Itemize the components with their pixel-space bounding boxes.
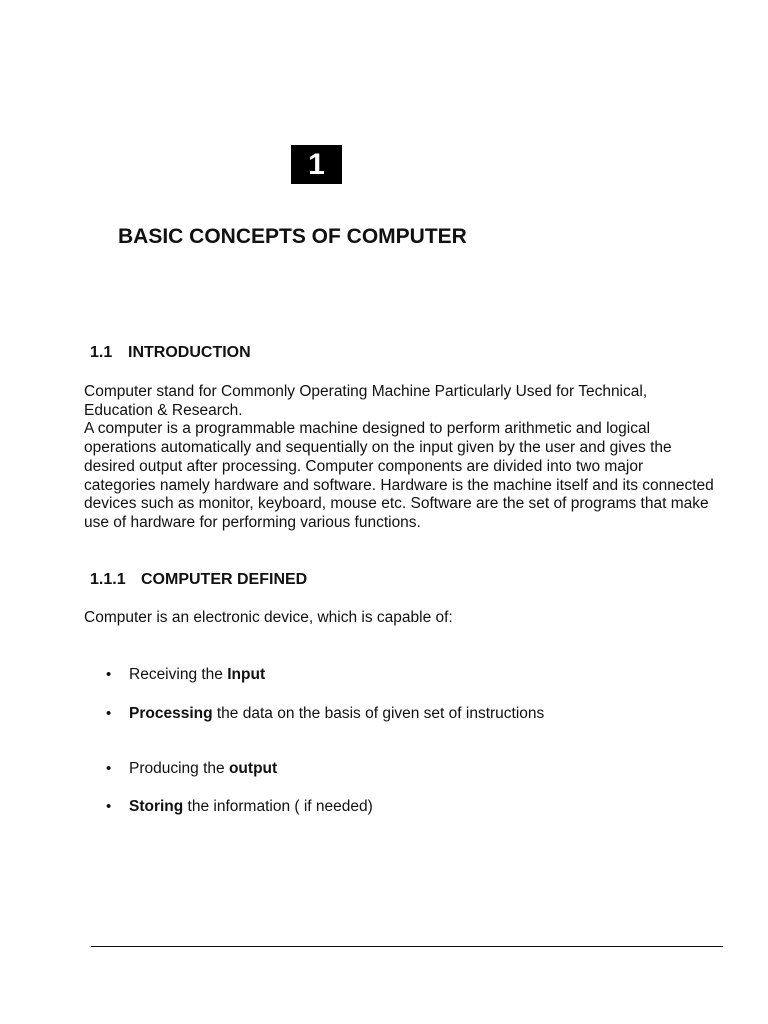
paragraph-line: Computer stand for Commonly Operating Machine Particularly Used for Technical, [84, 383, 648, 400]
list-item-bold-text: Processing [129, 705, 213, 722]
section-title: INTRODUCTION [128, 344, 251, 361]
chapter-title: BASIC CONCEPTS OF COMPUTER [118, 225, 467, 248]
list-item-bold-text: Input [227, 666, 266, 683]
paragraph-line: operations automatically and sequentially on the input given by the user and gives the [84, 439, 672, 457]
list-item [106, 759, 277, 779]
introduction-paragraph [84, 383, 734, 533]
list-item-text: the data on the basis of given set of instructions [212, 705, 545, 722]
list-item-text: Receiving the [129, 666, 228, 683]
paragraph-line: A computer is a programmable machine designed to perform arithmetic and logical [84, 420, 651, 438]
list-item-bold-text: output [228, 760, 278, 777]
definition-intro-text: Computer is an electronic device, which is capable of: [84, 609, 453, 626]
paragraph-line: use of hardware for performing various functions. [84, 513, 421, 531]
paragraph-line: categories namely hardware and software. Hardware is the machine itself and its connected [84, 476, 714, 494]
list-item-text: the information ( if needed) [183, 798, 373, 815]
paragraph-line: devices such as monitor, keyboard, mouse etc. Software are the set of programs that make [84, 495, 709, 513]
list-item-bold-text: Storing [129, 798, 184, 815]
list-item [106, 665, 265, 685]
list-item-text: Producing the [129, 760, 229, 777]
list-item [106, 704, 544, 724]
section-number: 1.1.1 [90, 571, 126, 588]
section-number: 1.1 [90, 344, 113, 361]
chapter-number: 1 [308, 148, 325, 181]
bullet-icon: • [106, 760, 112, 777]
section-heading-introduction [90, 343, 251, 363]
section-heading-computer-defined [90, 570, 307, 590]
paragraph-line: desired output after processing. Computer components are divided into two major [84, 457, 644, 475]
section-title: COMPUTER DEFINED [141, 571, 308, 588]
footer-divider [91, 946, 723, 947]
paragraph-line: Education & Research. [84, 401, 243, 419]
bullet-icon: • [106, 705, 112, 722]
bullet-icon: • [106, 666, 112, 683]
list-item [106, 797, 373, 817]
bullet-icon: • [106, 798, 112, 815]
chapter-number-box [291, 145, 342, 184]
